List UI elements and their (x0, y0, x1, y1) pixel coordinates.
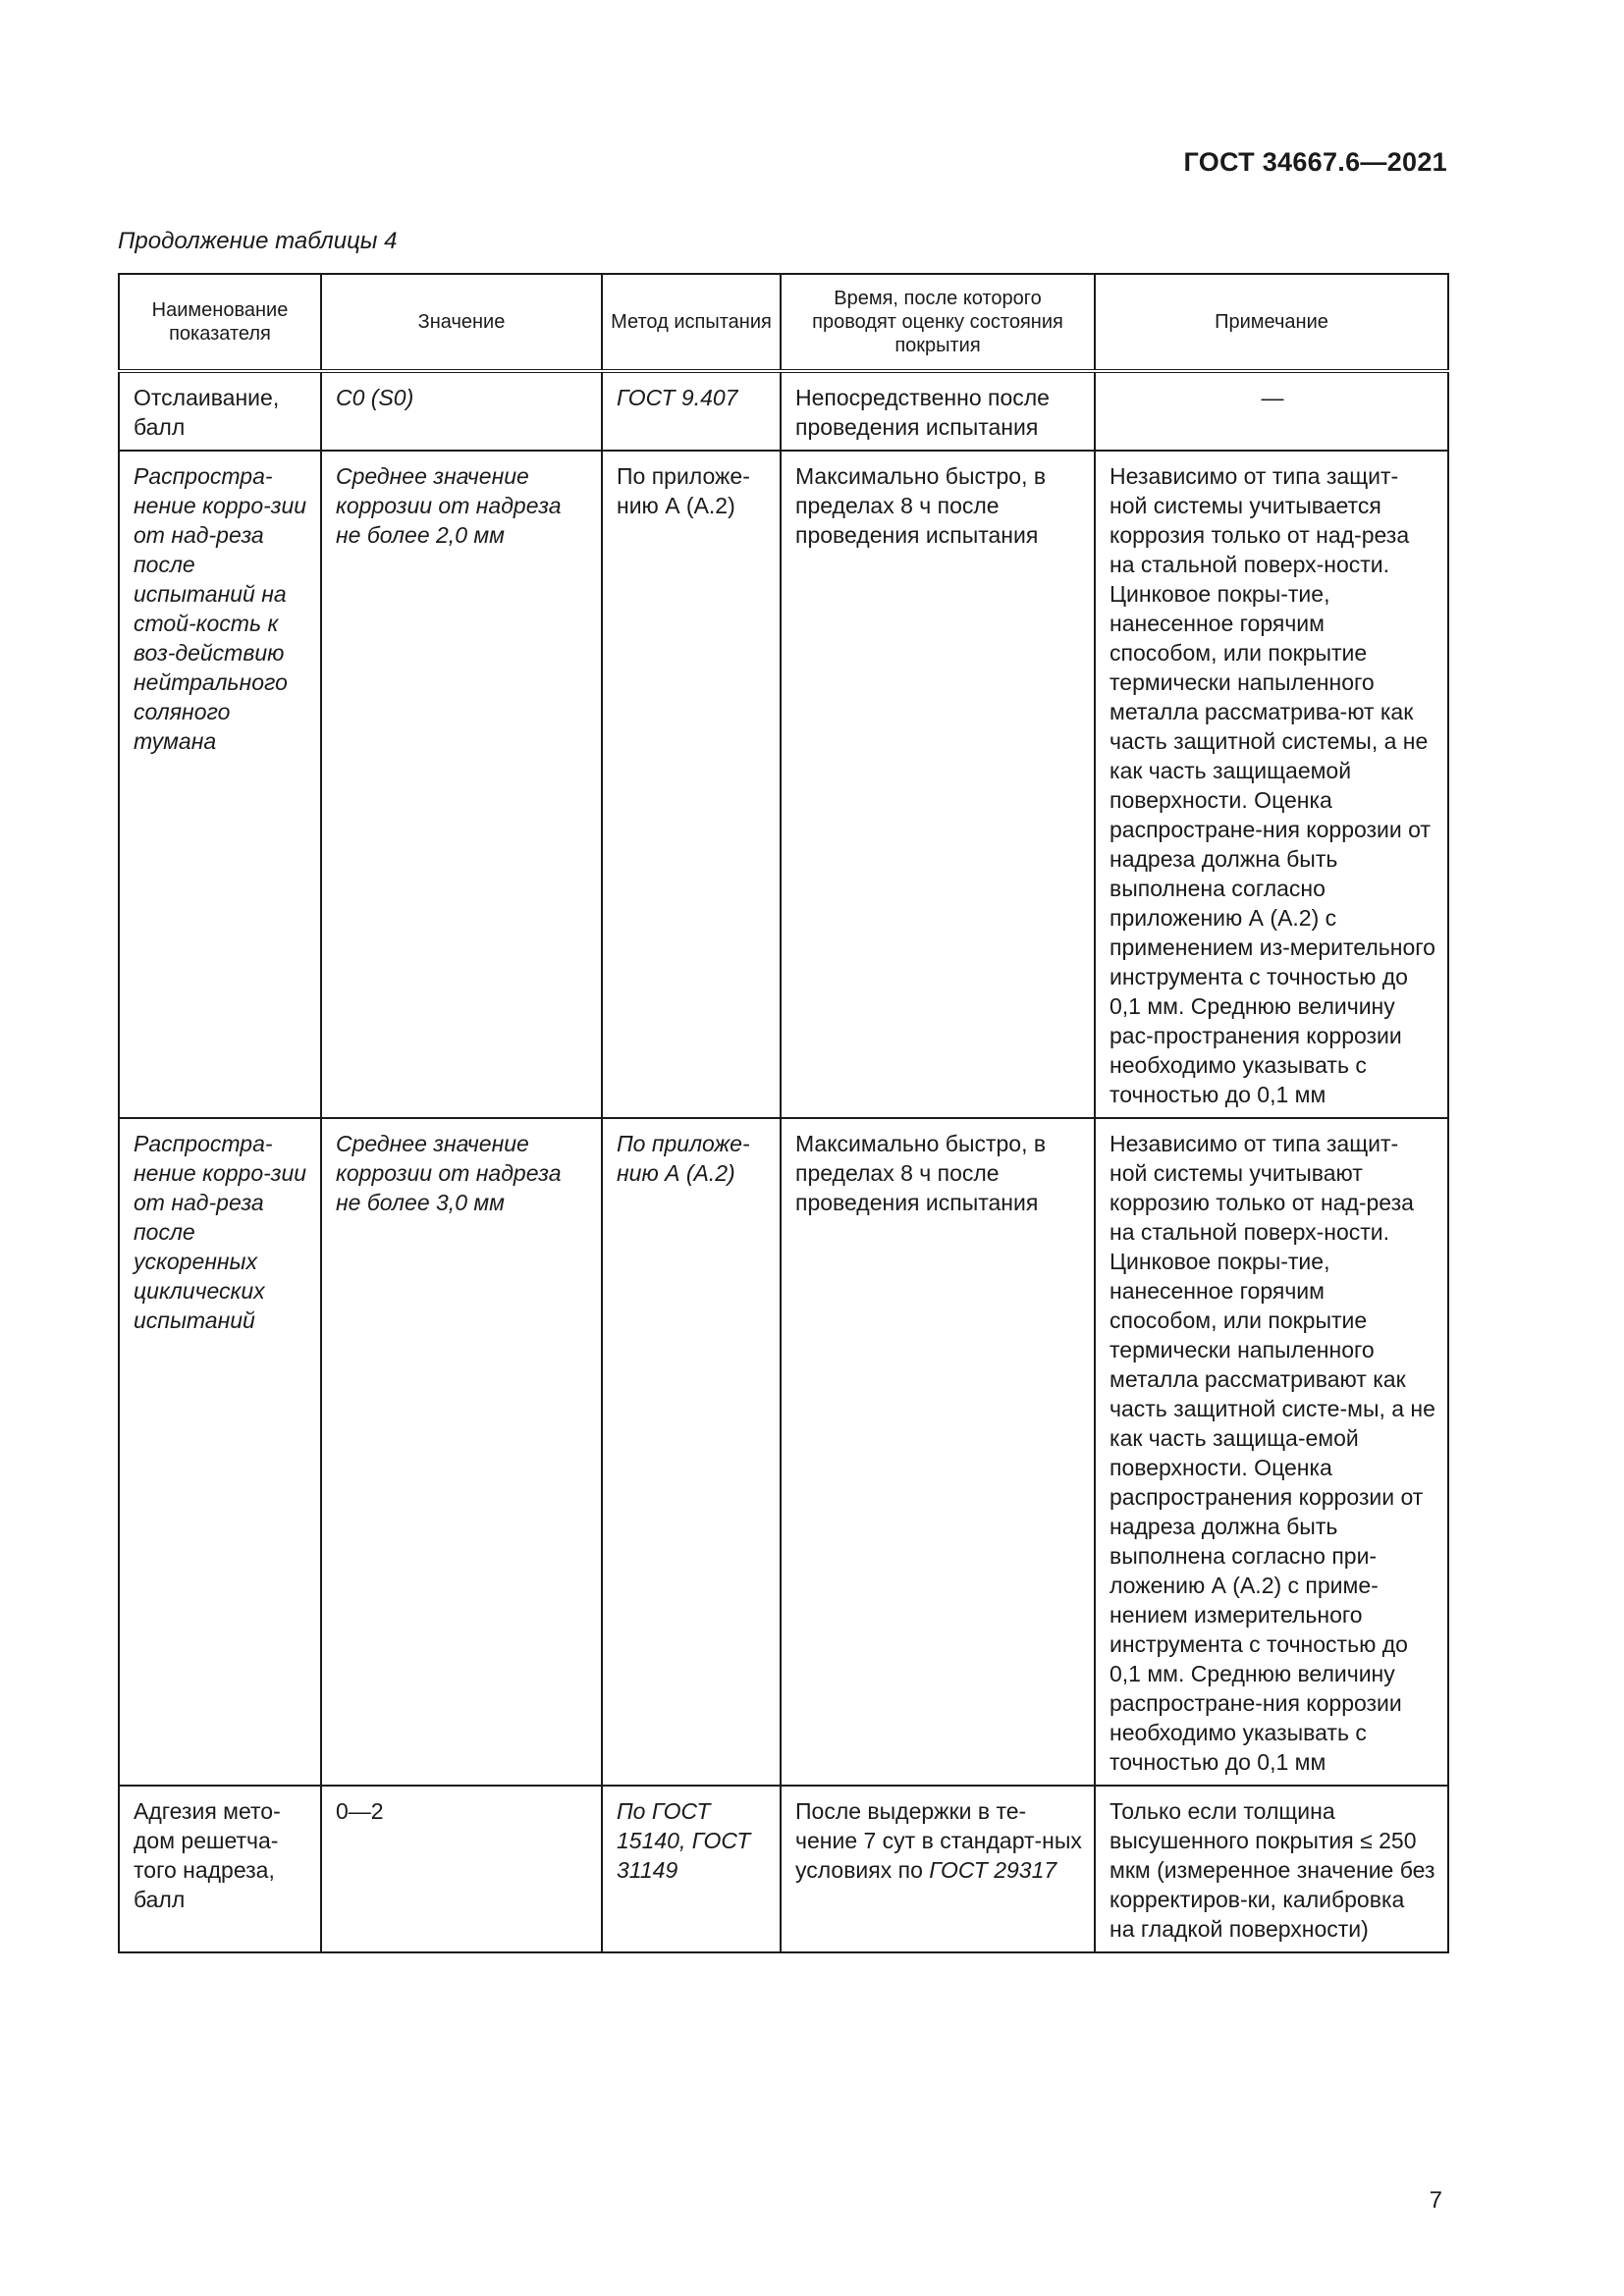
cell-value: Среднее значение коррозии от надреза не более 3,0 мм (321, 1118, 602, 1786)
cell-time: Максимально быстро, в пределах 8 ч после проведения испытания (781, 451, 1095, 1118)
cell-value: 0—2 (321, 1786, 602, 1952)
table-row (119, 1118, 1448, 1786)
column-header-time: Время, после которого проводят оценку состояния покрытия (781, 274, 1095, 371)
cell-time: Максимально быстро, в пределах 8 ч после проведения испытания (781, 1118, 1095, 1786)
table-header-row (119, 274, 1448, 371)
table-row (119, 451, 1448, 1118)
cell-value: C0 (S0) (321, 371, 602, 451)
requirements-table (118, 273, 1449, 1953)
cell-method: По ГОСТ 15140, ГОСТ 31149 (602, 1786, 781, 1952)
cell-indicator: Отслаивание, балл (119, 371, 321, 451)
column-header-value: Значение (321, 274, 602, 371)
cell-note: — (1095, 371, 1448, 451)
cell-time (781, 1786, 1095, 1952)
cell-method: По приложе-нию А (А.2) (602, 1118, 781, 1786)
cell-time: Непосредственно после проведения испытания (781, 371, 1095, 451)
column-header-indicator: Наименование показателя (119, 274, 321, 371)
column-header-method: Метод испытания (602, 274, 781, 371)
cell-note: Независимо от типа защит-ной системы учитывают коррозию только от над-реза на стальной поверх-ности. Цинковое покры-тие, нанесенное горячим способом, или покрытие термически напыленного металла рассматривают как часть защитной систе-мы, а не как часть защища-емой поверхности. Оценка распространения коррозии от надреза должна быть выполнена согласно при-ложению А (А.2) с приме-нением измерительного инструмента с точностью до 0,1 мм. Среднюю величину распростране-ния коррозии необходимо указывать с точностью до 0,1 мм (1095, 1118, 1448, 1786)
table-caption: Продолжение таблицы 4 (118, 228, 398, 254)
document-code: ГОСТ 34667.6—2021 (1183, 147, 1447, 177)
table-row (119, 1786, 1448, 1952)
cell-note: Только если толщина высушенного покрытия ≤ 250 мкм (измеренное значение без корректиров-ки, калибровка на гладкой поверхности) (1095, 1786, 1448, 1952)
cell-method: По приложе-нию А (А.2) (602, 451, 781, 1118)
time-text: После выдержки в те-чение 7 сут в стандарт-ных условиях по (795, 1798, 1082, 1883)
table-row (119, 371, 1448, 451)
cell-value: Среднее значение коррозии от надреза не более 2,0 мм (321, 451, 602, 1118)
cell-note: Независимо от типа защит-ной системы учитывается коррозия только от над-реза на стальной поверх-ности. Цинковое покры-тие, нанесенное горячим способом, или покрытие термически напыленного металла рассматрива-ют как часть защитной системы, а не как часть защищаемой поверхности. Оценка распростране-ния коррозии от надреза должна быть выполнена согласно приложению А (А.2) с применением из-мерительного инструмента с точностью до 0,1 мм. Среднюю величину рас-пространения коррозии необходимо указывать с точностью до 0,1 мм (1095, 451, 1448, 1118)
column-header-note: Примечание (1095, 274, 1448, 371)
cell-indicator: Адгезия мето-дом решетча-того надреза, балл (119, 1786, 321, 1952)
cell-indicator: Распростра-нение корро-зии от над-реза после испытаний на стой-кость к воз-действию нейтрального соляного тумана (119, 451, 321, 1118)
page-number: 7 (1429, 2187, 1442, 2214)
cell-method: ГОСТ 9.407 (602, 371, 781, 451)
cell-indicator: Распростра-нение корро-зии от над-реза после ускоренных циклических испытаний (119, 1118, 321, 1786)
time-standard-ref: ГОСТ 29317 (929, 1857, 1057, 1883)
